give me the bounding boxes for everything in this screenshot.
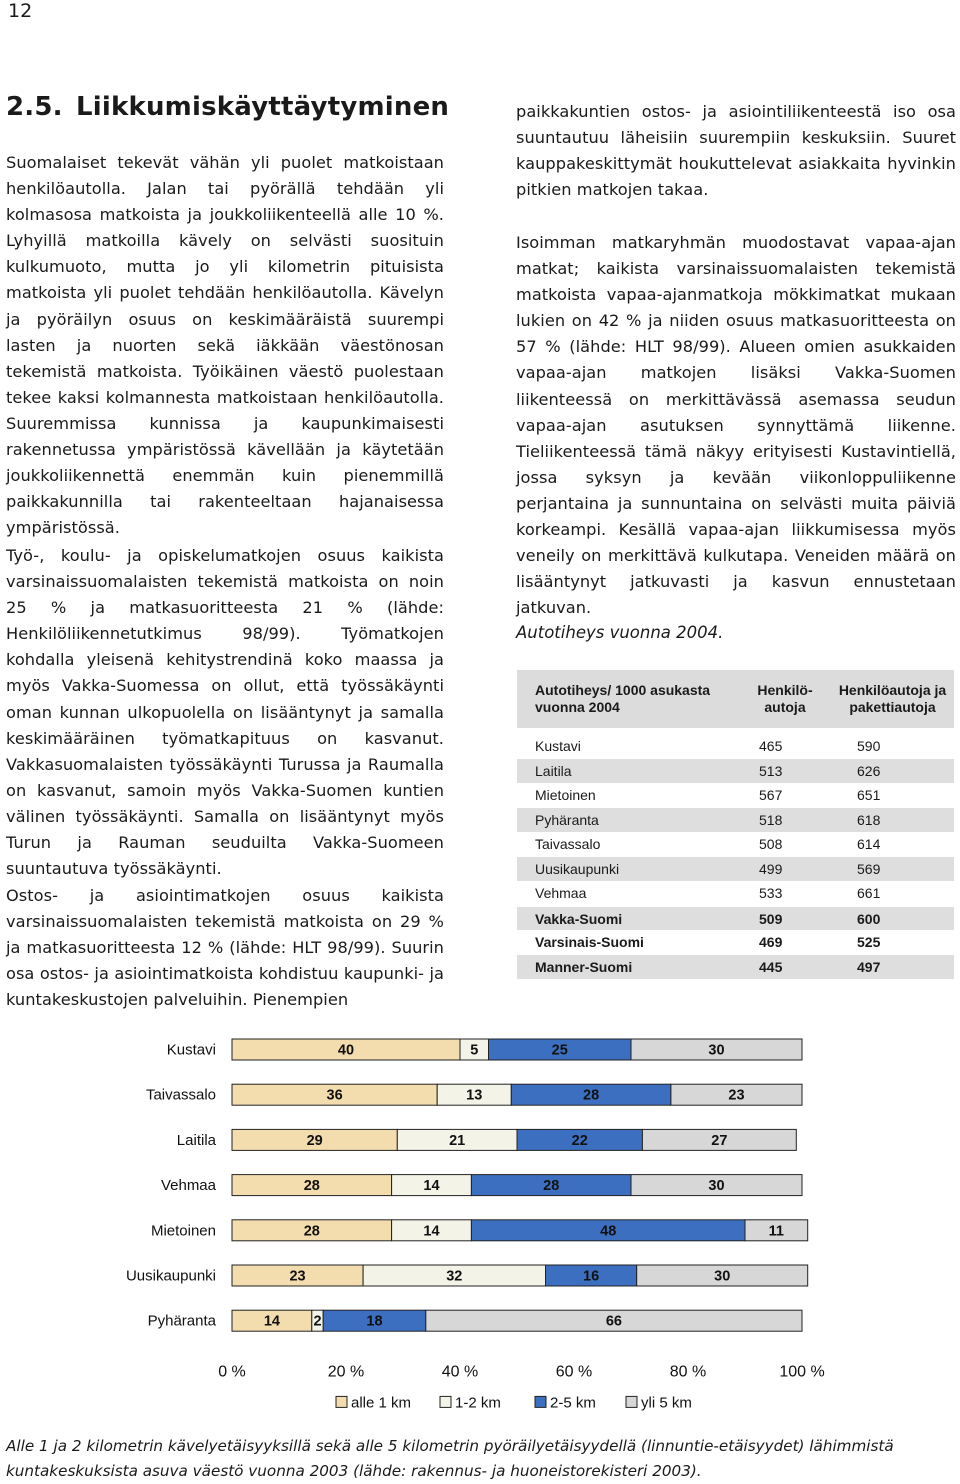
travel-distance-chart bbox=[0, 1025, 960, 1425]
cell-cars: 469 bbox=[759, 934, 783, 951]
header-cars: Henkilö-autoja bbox=[739, 670, 831, 728]
section-number: 2.5. bbox=[6, 92, 63, 122]
cell-cars-vans: 661 bbox=[857, 884, 881, 901]
bar-value-label: 28 bbox=[583, 1087, 600, 1104]
cell-cars: 513 bbox=[739, 759, 831, 784]
legend-label: yli 5 km bbox=[641, 1394, 692, 1412]
category-label: Mietoinen bbox=[150, 1222, 216, 1240]
cell-cars: 508 bbox=[759, 836, 783, 853]
bar-value-label: 25 bbox=[551, 1042, 568, 1059]
bar-value-label: 36 bbox=[326, 1087, 343, 1104]
cell-cars-vans: 614 bbox=[857, 836, 881, 853]
category-label: Pyhäranta bbox=[147, 1312, 216, 1330]
bar-value-label: 13 bbox=[466, 1087, 483, 1104]
cell-cars: 499 bbox=[739, 857, 831, 882]
table-row bbox=[517, 759, 954, 784]
cell-region: Vehmaa bbox=[535, 884, 587, 901]
cell-cars-vans: 618 bbox=[831, 808, 954, 833]
paragraph-shopping-continued: paikkakuntien ostos- ja asiointiliikenteestä iso osa suuntautuu läheisiin suurempiin keskuksiin. Suuret kauppakeskittymät houkuttelevat asiakkaita hyvinkin pitkien matkojen takaa. bbox=[516, 102, 956, 200]
cell-cars-vans: 651 bbox=[857, 787, 881, 804]
category-label: Vehmaa bbox=[160, 1177, 216, 1195]
category-label: Taivassalo bbox=[145, 1086, 216, 1104]
category-label: Uusikaupunki bbox=[125, 1267, 216, 1285]
legend-swatch bbox=[626, 1396, 637, 1407]
table-row bbox=[517, 955, 954, 980]
bar-value-label: 5 bbox=[470, 1042, 479, 1059]
header-cars-vans: Henkilöautoja ja pakettiautoja bbox=[831, 670, 954, 728]
bar-value-label: 28 bbox=[303, 1223, 320, 1240]
table-row bbox=[517, 930, 954, 955]
table-header-row bbox=[517, 670, 954, 728]
section-title bbox=[6, 92, 449, 122]
x-tick-label: 80 % bbox=[669, 1363, 707, 1381]
paragraph-leisure-trips: Isoimman matkaryhmän muodostavat vapaa-ajan matkat; kaikista varsinaissuomalaisten tekemistä matkoista vapaa-ajanmatkoja mökkimatkat mukaan lukien on 42 % ja niiden osuus matkasuoritteesta on 57 % (lähde: HLT 98/99). Alueen omien asukkaiden vapaa-ajan matkojen lisäksi Vakka-Suomen liikenteessä on merkittävässä asemassa seudun vapaa-ajan asutuksen synnyttämä liikenne. Tieliikenteessä tämä näkyy erityisesti Kustavintiellä, jossa syksyn ja kevään viikonloppuliikenne perjantaina ja sunnuntaina on selvästi muita päiviä korkeampi. Kesällä vapaa-ajan liikkumisessa myös veneily on merkittävä kulkutapa. Veneiden määrä on lisääntynyt jatkuvasti ja kasvun ennustetaan jatkuvan. bbox=[516, 233, 956, 618]
cell-cars: 465 bbox=[759, 738, 783, 755]
page-number: 12 bbox=[8, 0, 33, 22]
x-tick-label: 0 % bbox=[218, 1363, 246, 1381]
bar-value-label: 16 bbox=[583, 1268, 600, 1285]
cell-cars: 445 bbox=[739, 955, 831, 980]
bar-value-label: 2 bbox=[313, 1313, 322, 1330]
bar-value-label: 30 bbox=[708, 1042, 725, 1059]
bar-value-label: 30 bbox=[714, 1268, 731, 1285]
cell-cars-vans: 590 bbox=[857, 738, 881, 755]
cell-cars: 509 bbox=[739, 906, 831, 931]
car-density-table bbox=[517, 670, 954, 979]
cell-region: Varsinais-Suomi bbox=[535, 934, 644, 951]
legend-swatch bbox=[440, 1396, 451, 1407]
table-row bbox=[517, 734, 954, 759]
bar-value-label: 14 bbox=[423, 1223, 440, 1240]
bar-value-label: 11 bbox=[768, 1223, 785, 1240]
cell-region: Kustavi bbox=[535, 738, 581, 755]
bar-value-label: 40 bbox=[337, 1042, 355, 1059]
cell-cars: 567 bbox=[759, 787, 783, 804]
bar-value-label: 48 bbox=[600, 1223, 617, 1240]
cell-region: Vakka-Suomi bbox=[517, 906, 739, 931]
bar-value-label: 28 bbox=[543, 1178, 560, 1195]
cell-cars-vans: 626 bbox=[831, 759, 954, 784]
table-row bbox=[517, 808, 954, 833]
section-title-text: Liikkumiskäyttäytyminen bbox=[76, 92, 450, 122]
category-label: Laitila bbox=[176, 1131, 216, 1149]
bar-value-label: 30 bbox=[708, 1178, 725, 1195]
cell-region: Mietoinen bbox=[535, 787, 596, 804]
bar-value-label: 32 bbox=[446, 1268, 463, 1285]
legend-swatch bbox=[336, 1396, 347, 1407]
bar-value-label: 18 bbox=[366, 1313, 383, 1330]
x-tick-label: 60 % bbox=[555, 1363, 593, 1381]
bar-value-label: 14 bbox=[423, 1178, 440, 1195]
cell-cars: 518 bbox=[739, 808, 831, 833]
legend-label: alle 1 km bbox=[351, 1394, 412, 1412]
table-row bbox=[517, 906, 954, 931]
bar-value-label: 14 bbox=[263, 1313, 280, 1330]
paragraph-travel-habits: Suomalaiset tekevät vähän yli puolet matkoistaan henkilöautolla. Jalan tai pyörällä tehdään yli kolmasosa matkoista ja joukkoliikenteellä alle 10 %. Lyhyillä matkoilla kävely on selvästi suosituin kulkumuoto, mutta jo yli kilometrin pituisista matkoista yli puolet tehdään henkilöautolla. Kävelyn ja pyöräilyn osuus on keskimääräistä suurempi lasten ja nuorten sekä iäkkään väestönosan tekemistä matkoista. Työikäinen väestö puolestaan tekee kaksi kolmannesta matkoistaan henkilöautolla. Suuremmissa kunnissa ja kaupunkimaisesti rakennetussa ympäristössä kävellään ja käytetään joukkoliikennettä enemmän kuin pienemmillä paikkakunnilla tai rakenteeltaan hajanaisessa ympäristössä. bbox=[6, 153, 444, 538]
legend-swatch bbox=[535, 1396, 546, 1407]
paragraph-work-trips: Työ-, koulu- ja opiskelumatkojen osuus kaikista varsinaissuomalaisten tekemistä matkoista on noin 25 % ja matkasuoritteesta 21 % (lähde: Henkilöliikennetutkimus 98/99). Työmatkojen kohdalla yleisenä kehitystrendinä koko maassa ja myös Vakka-Suomessa on ollut, että työssäkäynti oman kunnan ulkopuolella on lisääntynyt ja samalla keskimääräinen työmatkapituus on kasvanut. Vakkasuomalaisten työssäkäynti Turussa ja Raumalla on kasvanut, samoin myös Vakka-Suomen kuntien välinen työssäkäynti. Samalla on lisääntynyt myös Turun ja Rauman seuduilta Vakka-Suomeen suuntautuva työssäkäynti. bbox=[6, 546, 444, 879]
table-row bbox=[517, 881, 954, 906]
paragraph-shopping-trips: Ostos- ja asiointimatkojen osuus kaikista varsinaissuomalaisten tekemistä matkoista on 29 % ja matkasuoritteesta 12 % (lähde: HLT 98/99). Suurin osa ostos- ja asiointimatkoista kohdistuu kaupunki- ja kuntakeskustojen palveluihin. Pienempien bbox=[6, 886, 444, 1010]
table-row bbox=[517, 783, 954, 808]
table-caption: Autotiheys vuonna 2004. bbox=[516, 623, 724, 642]
cell-cars-vans: 600 bbox=[831, 906, 954, 931]
cell-cars-vans: 497 bbox=[831, 955, 954, 980]
cell-cars-vans: 525 bbox=[857, 934, 881, 951]
cell-region: Taivassalo bbox=[535, 836, 601, 853]
bar-value-label: 23 bbox=[728, 1087, 745, 1104]
cell-cars: 533 bbox=[759, 884, 783, 901]
header-region: Autotiheys/ 1000 asukasta vuonna 2004 bbox=[517, 670, 739, 728]
bar-value-label: 66 bbox=[605, 1313, 622, 1330]
bar-value-label: 23 bbox=[289, 1268, 306, 1285]
category-label: Kustavi bbox=[166, 1041, 216, 1059]
legend-label: 1-2 km bbox=[455, 1394, 501, 1412]
bar-value-label: 22 bbox=[571, 1132, 588, 1149]
cell-cars-vans: 569 bbox=[831, 857, 954, 882]
table-row bbox=[517, 857, 954, 882]
cell-region: Pyhäranta bbox=[517, 808, 739, 833]
cell-region: Uusikaupunki bbox=[517, 857, 739, 882]
bar-value-label: 27 bbox=[711, 1132, 728, 1149]
bar-value-label: 29 bbox=[306, 1132, 323, 1149]
cell-region: Laitila bbox=[517, 759, 739, 784]
legend-label: 2-5 km bbox=[550, 1394, 596, 1412]
x-tick-label: 100 % bbox=[779, 1363, 825, 1381]
bar-value-label: 28 bbox=[303, 1178, 320, 1195]
x-tick-label: 20 % bbox=[327, 1363, 365, 1381]
x-tick-label: 40 % bbox=[441, 1363, 479, 1381]
table-row bbox=[517, 832, 954, 857]
cell-region: Manner-Suomi bbox=[517, 955, 739, 980]
bar-value-label: 21 bbox=[449, 1132, 466, 1149]
chart-caption: Alle 1 ja 2 kilometrin kävelyetäisyyksillä sekä alle 5 kilometrin pyöräilyetäisyydellä (linnuntie-etäisyydet) lähimmistä kuntakeskuksista asuva väestö vuonna 2003 (lähde: rakennus- ja huoneistorekisteri 2003). bbox=[6, 1437, 894, 1480]
